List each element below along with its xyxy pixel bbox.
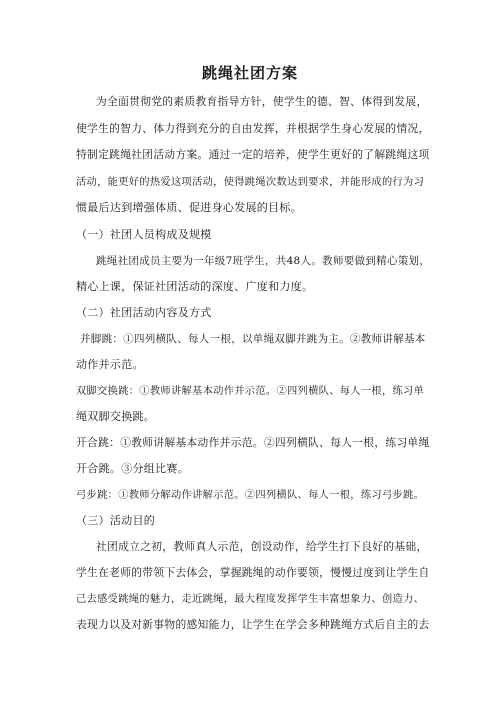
section-2-line-5: 开合跳：①教师讲解基本动作并示范。②四列横队、每人一根，练习单绳 bbox=[76, 436, 430, 449]
section-1-line-2: 精心上课，保证社团活动的深度、广度和力度。 bbox=[76, 280, 314, 293]
intro-line-2: 使学生的智力、体力得到充分的自由发挥，并根据学生身心发展的情况， bbox=[76, 122, 430, 135]
section-3-line-1: 社团成立之初，教师真人示范，创设动作，给学生打下良好的基础， bbox=[96, 540, 428, 553]
intro-line-1: 为全面贯彻党的素质教育指导方针，使学生的德、智、体得到发展， bbox=[96, 95, 428, 108]
section-1-heading: （一）社团人员构成及规模 bbox=[76, 228, 212, 241]
section-2-line-6: 开合跳。③分组比赛。 bbox=[76, 462, 189, 475]
section-2-line-2: 动作并示范。 bbox=[76, 358, 144, 371]
section-2-line-3: 双脚交换跳：①教师讲解基本动作并示范。②四列横队、每人一根，练习单 bbox=[76, 385, 425, 397]
section-3-line-3: 己去感受跳绳的魅力，走近跳绳，最大程度发挥学生丰富想象力、创造力、 bbox=[76, 593, 425, 605]
section-2-line-1: 并脚跳：①四列横队、每人一根，以单绳双脚并跳为主。②教师讲解基本 bbox=[80, 333, 426, 345]
section-3-heading: （三）活动目的 bbox=[76, 514, 156, 527]
section-2-heading: （二）社团活动内容及方式 bbox=[76, 306, 212, 319]
document-title: 跳绳社团方案 bbox=[201, 64, 298, 82]
section-3-line-2: 学生在老师的带领下去体会，掌握跳绳的动作要领，慢慢过度到让学生自 bbox=[76, 566, 430, 579]
section-1-line-1: 跳绳社团成员主要为一年级7班学生，共48人。教师要做到精心策划， bbox=[96, 255, 431, 267]
section-2-line-4: 绳双脚交换跳。 bbox=[76, 410, 156, 423]
section-2-line-7: 弓步跳：①教师分解动作讲解示范。②四列横队、每人一根，练习弓步跳。 bbox=[76, 489, 425, 501]
intro-line-4: 活动，能更好的热爱这项活动，使得跳绳次数达到要求，并能形成的行为习 bbox=[76, 176, 425, 188]
intro-line-3: 特制定跳绳社团活动方案。通过一定的培养，使学生更好的了解跳绳这项 bbox=[76, 148, 430, 161]
intro-line-5: 惯最后达到增强体质、促进身心发展的目标。 bbox=[76, 201, 302, 214]
section-3-line-4: 表现力以及对新事物的感知能力，让学生在学会多种跳绳方式后自主的去 bbox=[76, 618, 430, 631]
